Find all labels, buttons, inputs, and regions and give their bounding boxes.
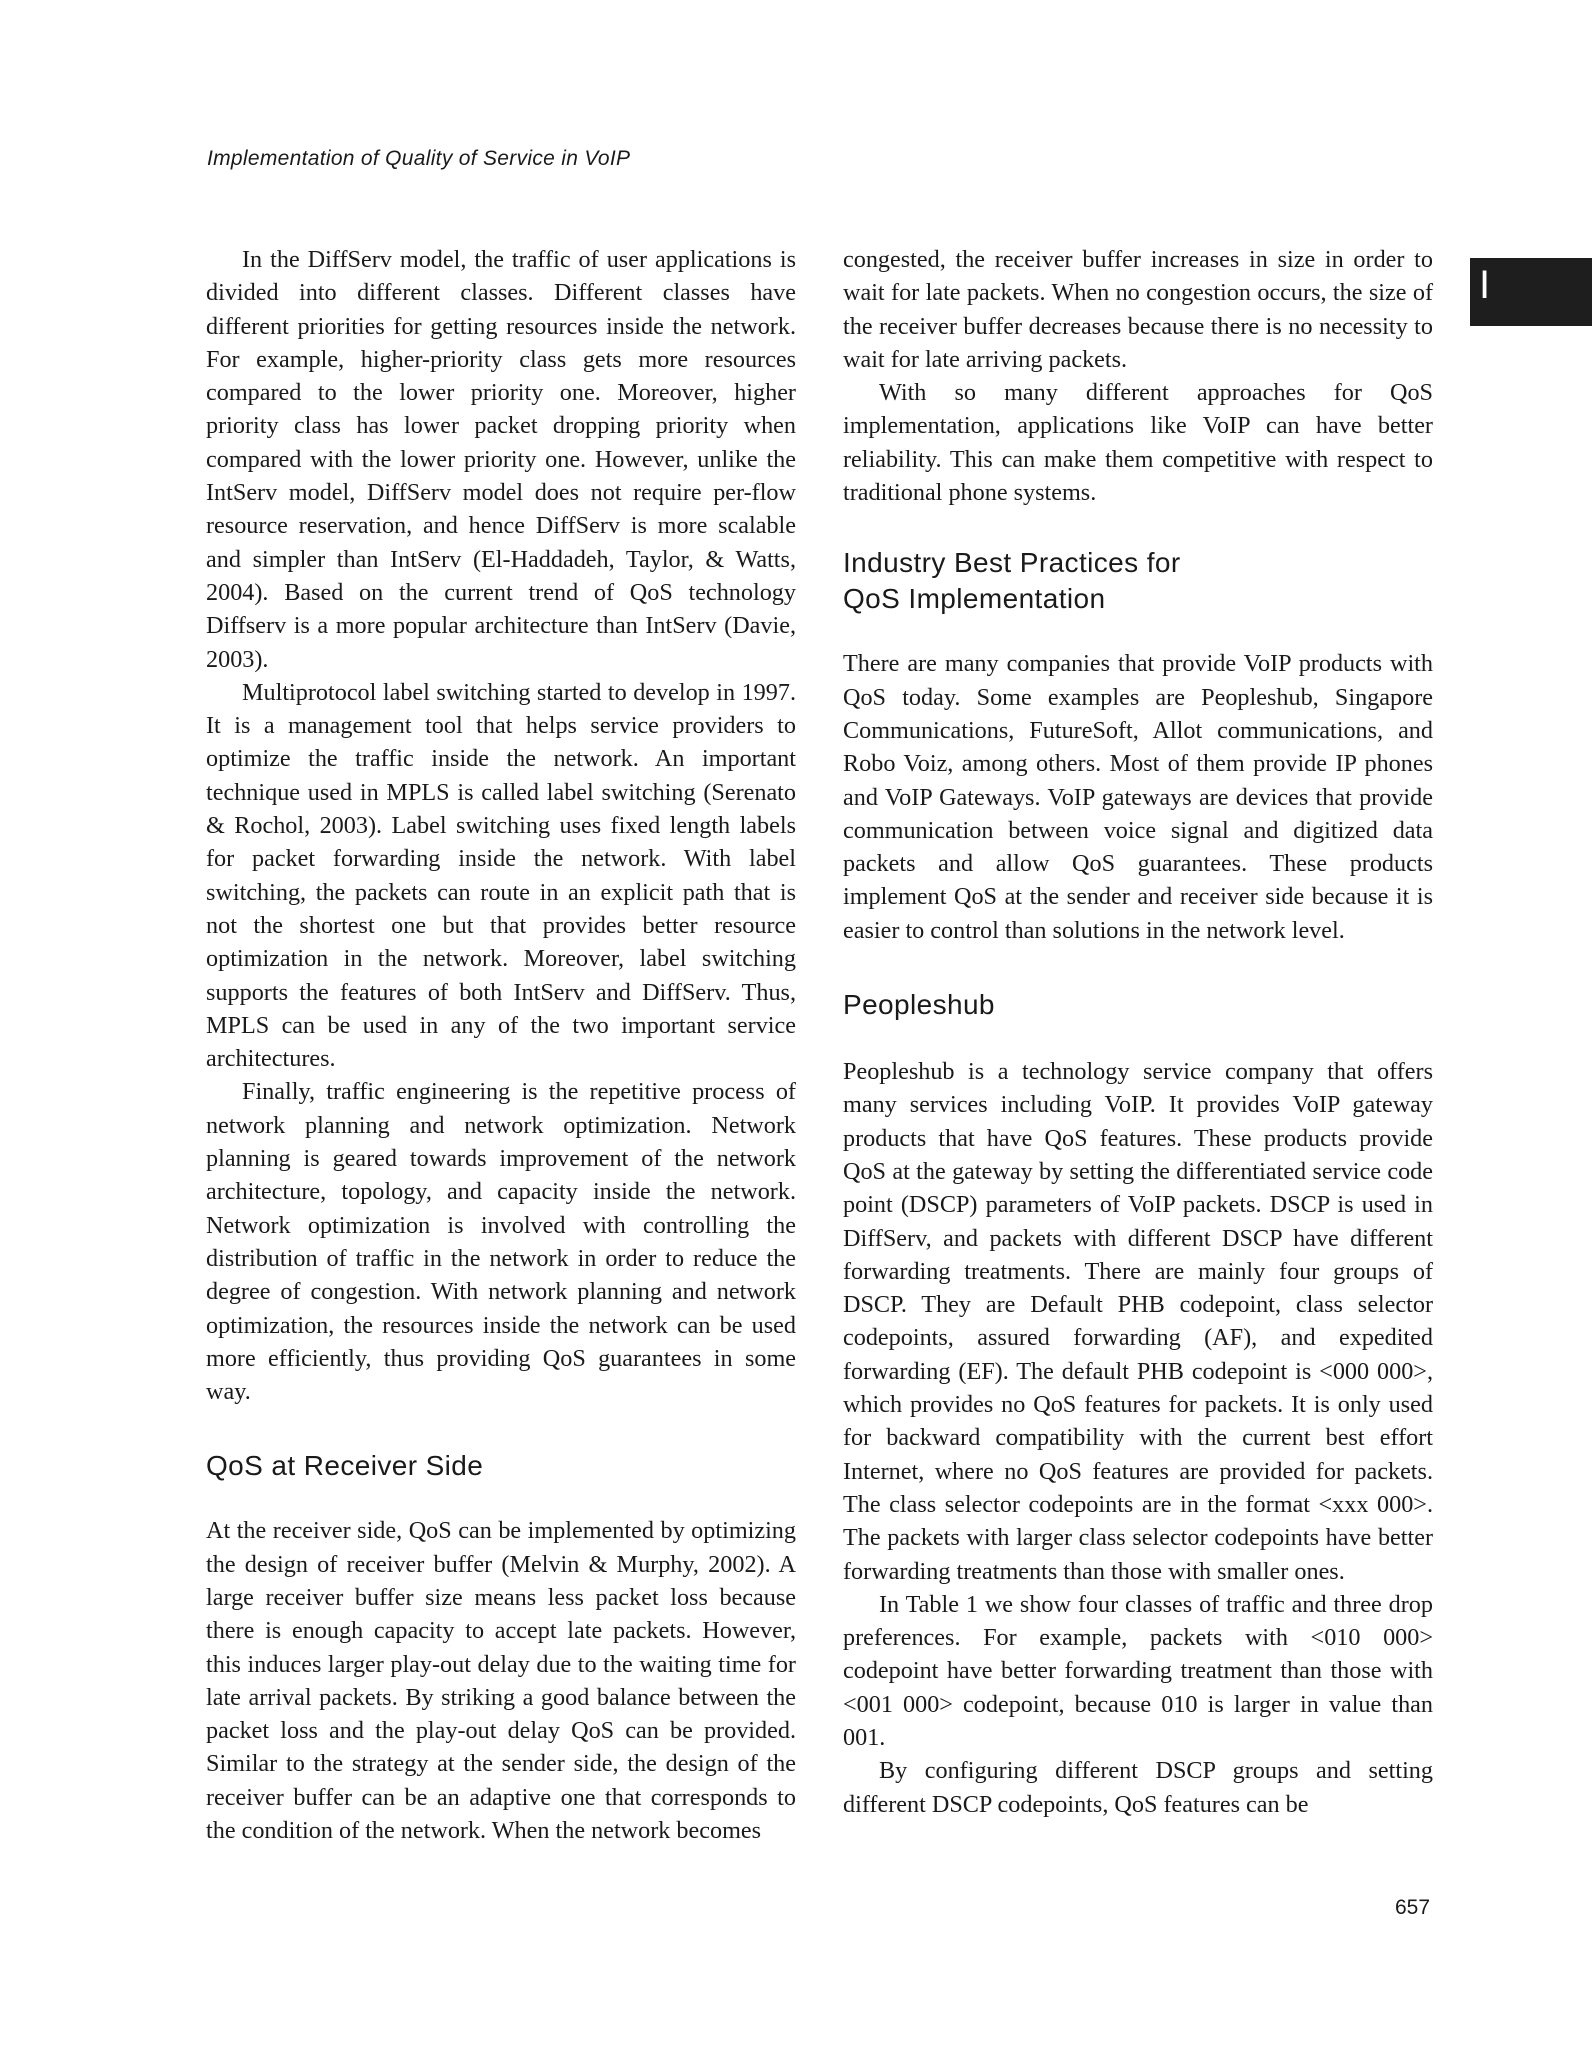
paragraph: congested, the receiver buffer increases in size in order to wait for late packets. When no congestion occurs, the size of the receiver buffer decreases because there is no necessity to wait for late arriving packets. bbox=[843, 246, 1433, 373]
thumb-tab-letter: I bbox=[1479, 263, 1491, 307]
paragraph: Multiprotocol label switching started to develop in 1997. It is a management tool that helps service providers to optimize the traffic inside the network. An important technique used in MPLS is called label switching (Serenato & Rochol, 2003). Label switching uses fixed length labels for packet forwarding inside the network. With label switching, the packets can route in an explicit path that is not the shortest one but that provides better resource optimization in the network. Moreover, label switching supports the features of both IntServ and DiffServ. Thus, MPLS can be used in any of the two important service architectures. bbox=[206, 678, 796, 1073]
left-column bbox=[206, 243, 796, 1847]
heading-line: QoS Implementation bbox=[843, 583, 1106, 615]
paragraph: Finally, traffic engineering is the repetitive process of network planning and network optimization. Network planning is geared towards improvement of the network architecture, topology, and capacity inside the network. Network optimization is involved with controlling the distribution of traffic in the network in order to reduce the degree of congestion. With network planning and network optimization, the resources inside the network can be used more efficiently, thus providing QoS guarantees in some way. bbox=[206, 1078, 796, 1406]
paragraph: Peopleshub is a technology service company that offers many services including VoIP. It provides VoIP gateway products that have QoS features. These products provide QoS at the gateway by setting the differentiated service code point (DSCP) parameters of VoIP packets. DSCP is used in DiffServ, and packets with different DSCP have different forwarding treatments. There are mainly four groups of DSCP. They are Default PHB codepoint, class selector codepoints, assured forwarding (AF), and expedited forwarding (EF). The default PHB codepoint is <000 000>, which provides no QoS features for packets. It is only used for backward compatibility with the current best effort Internet, where no QoS features are provided for packets. The class selector codepoints are in the format <xxx 000>. The packets with larger class selector codepoints have better forwarding treatments than those with smaller ones. bbox=[843, 1058, 1433, 1585]
paragraph: In Table 1 we show four classes of traffic and three drop preferences. For example, packets with <010 000> codepoint have better forwarding treatment than those with <001 000> codepoint, because 010 is larger in value than 001. bbox=[843, 1590, 1433, 1751]
page-number: 657 bbox=[1395, 1896, 1431, 1919]
paragraph: In the DiffServ model, the traffic of user applications is divided into different classes. Different classes have different priorities for getting resources inside the network. For example, higher-priority class gets more resources compared to the lower priority one. Moreover, higher priority class has lower packet dropping priority when compared with the lower priority one. However, unlike the IntServ model, DiffServ model does not require per-flow resource reservation, and hence DiffServ is more scalable and simpler than IntServ (El-Haddadeh, Taylor, & Watts, 2004). Based on the current trend of QoS technology Diffserv is a more popular architecture than IntServ (Davie, 2003). bbox=[206, 246, 796, 673]
paragraph: At the receiver side, QoS can be implemented by optimizing the design of receiver buffer (Melvin & Murphy, 2002). A large receiver buffer size means less packet loss because there is enough capacity to accept late packets. However, this induces larger play-out delay due to the waiting time for late arrival packets. By striking a good balance between the packet loss and the play-out delay QoS can be provided. Similar to the strategy at the sender side, the design of the receiver buffer can be an adaptive one that corresponds to the condition of the network. When the network becomes bbox=[206, 1517, 796, 1845]
section-thumb-tab bbox=[1470, 258, 1592, 326]
section-heading-receiver-side: QoS at Receiver Side bbox=[206, 1450, 484, 1482]
right-column bbox=[843, 243, 1433, 1821]
paragraph: With so many different approaches for QoS implementation, applications like VoIP can have better reliability. This can make them competitive with respect to traditional phone systems. bbox=[843, 379, 1433, 507]
heading-line: Industry Best Practices for bbox=[843, 547, 1181, 579]
running-title: Implementation of Quality of Service in VoIP bbox=[207, 147, 631, 170]
section-heading-best-practices bbox=[843, 545, 1433, 617]
paragraph: There are many companies that provide VoIP products with QoS today. Some examples are Peopleshub, Singapore Communications, FutureSoft, Allot communications, and Robo Voiz, among others. Most of them provide IP phones and VoIP Gateways. VoIP gateways are devices that provide communication between voice signal and digitized data packets and allow QoS guarantees. These products implement QoS at the sender and receiver side because it is easier to control than solutions in the network level. bbox=[843, 650, 1433, 944]
section-heading-peopleshub: Peopleshub bbox=[843, 989, 995, 1021]
paragraph: By configuring different DSCP groups and setting different DSCP codepoints, QoS features can be bbox=[843, 1757, 1433, 1818]
